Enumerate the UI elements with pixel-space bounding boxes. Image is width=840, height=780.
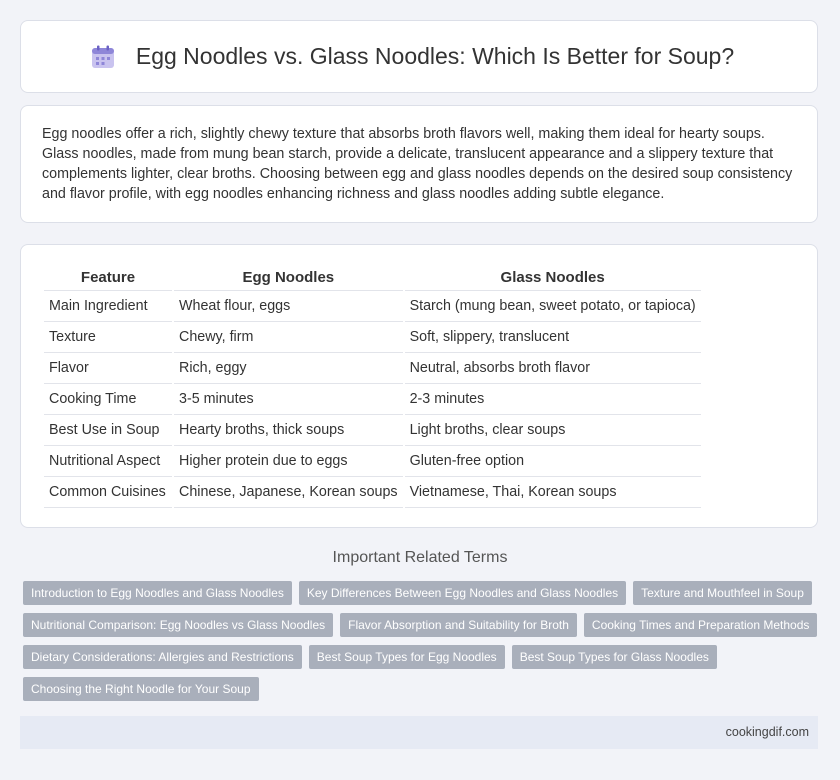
column-header-feature: Feature <box>44 264 172 291</box>
table-header-row <box>44 264 701 291</box>
table-row <box>44 477 701 508</box>
related-term-tag[interactable]: Cooking Times and Preparation Methods <box>584 613 817 637</box>
related-term-tag[interactable]: Flavor Absorption and Suitability for Broth <box>340 613 577 637</box>
table-row <box>44 446 701 477</box>
table-cell-egg: Chinese, Japanese, Korean soups <box>174 477 403 508</box>
table-row <box>44 291 701 322</box>
table-row <box>44 384 701 415</box>
page-title: Egg Noodles vs. Glass Noodles: Which Is Better for Soup? <box>135 43 735 69</box>
related-term-tag[interactable]: Choosing the Right Noodle for Your Soup <box>23 677 259 701</box>
table-cell-glass: Starch (mung bean, sweet potato, or tapioca) <box>405 291 701 322</box>
related-term-tag[interactable]: Dietary Considerations: Allergies and Restrictions <box>23 645 302 669</box>
title-card <box>20 20 818 93</box>
table-cell-glass: Gluten-free option <box>405 446 701 477</box>
table-cell-feature: Best Use in Soup <box>44 415 172 446</box>
column-header-glass-noodles: Glass Noodles <box>405 264 701 291</box>
table-row <box>44 322 701 353</box>
table-cell-egg: Higher protein due to eggs <box>174 446 403 477</box>
table-cell-glass: Light broths, clear soups <box>405 415 701 446</box>
comparison-table <box>42 264 703 508</box>
table-cell-feature: Flavor <box>44 353 172 384</box>
table-cell-egg: Chewy, firm <box>174 322 403 353</box>
related-terms-heading: Important Related Terms <box>332 549 508 566</box>
title-row <box>21 21 817 92</box>
table-row <box>44 353 701 384</box>
intro-card <box>20 105 818 223</box>
related-term-tag[interactable]: Key Differences Between Egg Noodles and Glass Noodles <box>299 581 626 605</box>
table-cell-egg: Wheat flour, eggs <box>174 291 403 322</box>
calendar-icon <box>90 44 116 70</box>
table-cell-feature: Main Ingredient <box>44 291 172 322</box>
footer <box>20 716 818 749</box>
related-term-tag[interactable]: Nutritional Comparison: Egg Noodles vs Glass Noodles <box>23 613 333 637</box>
related-term-tag[interactable]: Best Soup Types for Egg Noodles <box>309 645 505 669</box>
table-cell-glass: Soft, slippery, translucent <box>405 322 701 353</box>
table-cell-egg: Hearty broths, thick soups <box>174 415 403 446</box>
table-cell-feature: Cooking Time <box>44 384 172 415</box>
table-cell-egg: Rich, eggy <box>174 353 403 384</box>
table-cell-feature: Texture <box>44 322 172 353</box>
related-term-tag[interactable]: Texture and Mouthfeel in Soup <box>633 581 812 605</box>
table-cell-feature: Nutritional Aspect <box>44 446 172 477</box>
table-row <box>44 415 701 446</box>
table-cell-feature: Common Cuisines <box>44 477 172 508</box>
related-term-tag[interactable]: Introduction to Egg Noodles and Glass Noodles <box>23 581 292 605</box>
table-cell-glass: Neutral, absorbs broth flavor <box>405 353 701 384</box>
related-term-tag[interactable]: Best Soup Types for Glass Noodles <box>512 645 717 669</box>
intro-paragraph: Egg noodles offer a rich, slightly chewy texture that absorbs broth flavors well, making them ideal for hearty soups. Glass noodles, made from mung bean starch, provide a delicate, translucent appearance and a slippery texture that complements lighter, clear broths. Choosing between egg and glass noodles depends on the desired soup consistency and flavor profile, with egg noodles enhancing richness and glass noodles adding subtle elegance. <box>42 126 793 202</box>
table-cell-glass: Vietnamese, Thai, Korean soups <box>405 477 701 508</box>
column-header-egg-noodles: Egg Noodles <box>174 264 403 291</box>
table-cell-egg: 3-5 minutes <box>174 384 403 415</box>
site-link[interactable]: cookingdif.com <box>725 725 809 739</box>
table-cell-glass: 2-3 minutes <box>405 384 701 415</box>
comparison-card <box>20 244 818 528</box>
related-terms-list <box>23 581 823 701</box>
